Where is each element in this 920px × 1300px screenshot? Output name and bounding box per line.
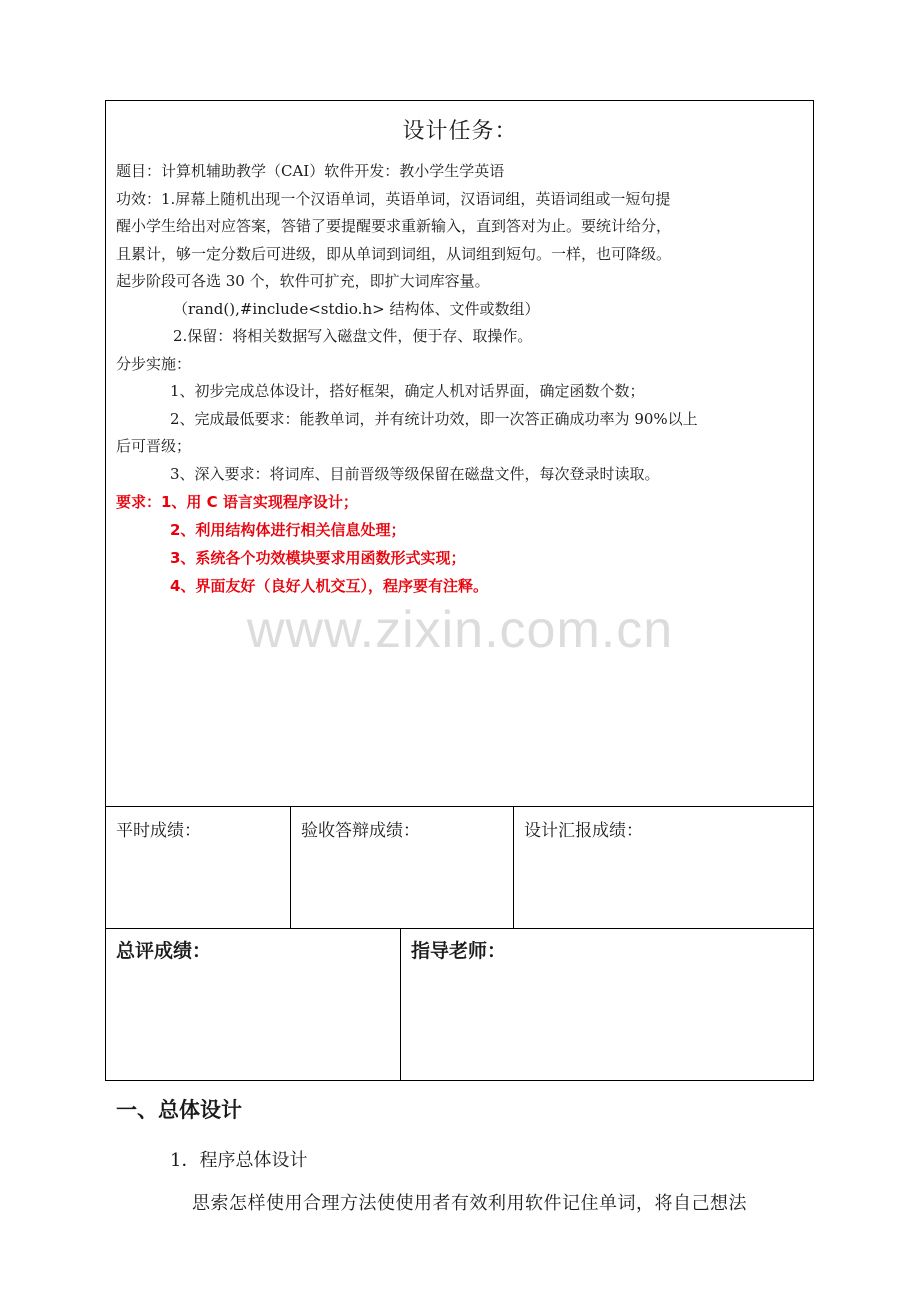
step-2-continued: 后可晋级；: [116, 437, 192, 455]
steps-label: 分步实施：: [116, 354, 192, 373]
requirement-4: 4、界面友好（良好人机交互），程序要有注释。: [170, 577, 488, 595]
task-title: 设计任务：: [402, 119, 518, 144]
defense-grade-cell: [291, 807, 514, 928]
advisor-cell: [401, 929, 814, 1080]
task-topic: 题目：计算机辅助教学（CAI）软件开发：教小学生学英语: [116, 162, 505, 180]
requirement-3: 3、系统各个功效模块要求用函数形式实现；: [170, 549, 466, 567]
save-requirement: 2.保留：将相关数据写入磁盘文件，便于存、取操作。: [173, 327, 533, 345]
function-line-3: 且累计，够一定分数后可进级，即从单词到词组，从词组到短句。一样，也可降级。: [116, 244, 672, 263]
report-grade-cell: [514, 807, 814, 928]
task-body: [116, 158, 816, 600]
report-grade-label: 设计汇报成绩：: [524, 821, 643, 841]
requirement-2: 2、利用结构体进行相关信息处理；: [170, 521, 406, 539]
body-paragraph: 思索怎样使用合理方法使使用者有效利用软件记住单词，将自己想法: [192, 1193, 747, 1214]
function-line-4: 起步阶段可各选 30 个，软件可扩充，即扩大词库容量。: [116, 272, 490, 290]
watermark: www.zixin.com.cn: [246, 601, 674, 659]
regular-grade-label: 平时成绩：: [116, 821, 201, 841]
defense-grade-label: 验收答辩成绩：: [301, 821, 420, 841]
advisor-label: 指导老师：: [411, 940, 507, 962]
step-3: 3、深入要求：将词库、目前晋级等级保留在磁盘文件，每次登录时读取。: [170, 464, 660, 483]
overall-grade-label: 总评成绩：: [116, 940, 212, 962]
function-line-1: 功效：1.屏幕上随机出现一个汉语单词，英语单词，汉语词组，英语词组或一短句提: [116, 189, 671, 208]
grades-row: [105, 806, 814, 929]
section-heading: 一、总体设计: [116, 1098, 242, 1122]
overall-row: [105, 928, 814, 1081]
subsection-heading: 1．程序总体设计: [170, 1150, 308, 1171]
step-1: 1、初步完成总体设计，搭好框架，确定人机对话界面，确定函数个数；: [170, 382, 645, 400]
implementation-hint: （rand(),#include<stdio.h> 结构体、文件或数组）: [173, 299, 540, 318]
step-2: 2、完成最低要求：能教单词，并有统计功效，即一次答正确成功率为 90%以上: [170, 409, 698, 428]
requirement-1: 要求：1、用 C 语言实现程序设计；: [116, 493, 358, 511]
function-line-2: 醒小学生给出对应答案，答错了要提醒要求重新输入，直到答对为止。要统计给分，: [116, 217, 672, 235]
regular-grade-cell: [106, 807, 291, 928]
overall-grade-cell: [106, 929, 401, 1080]
